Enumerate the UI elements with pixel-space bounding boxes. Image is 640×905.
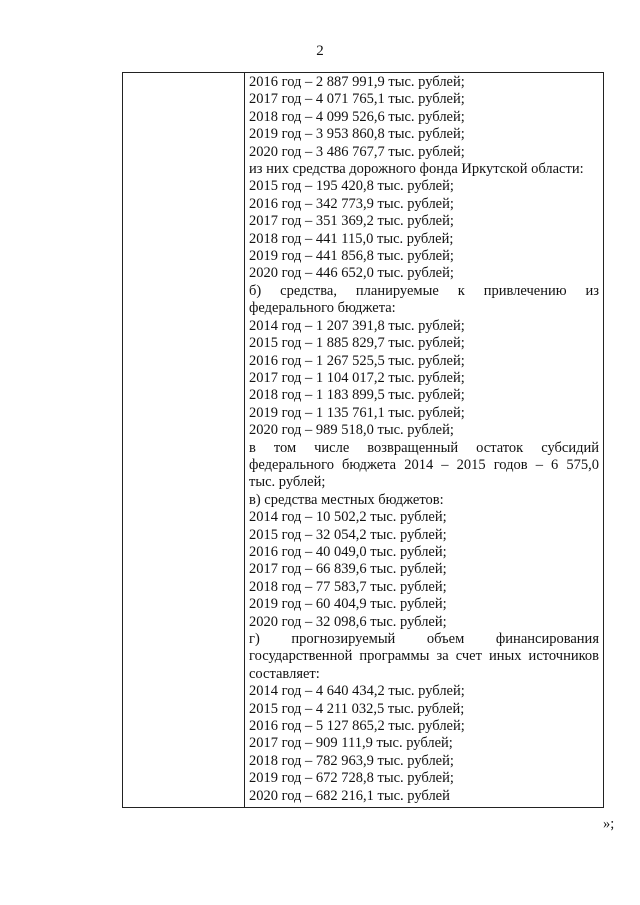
- text-line: 2018 год – 77 583,7 тыс. рублей;: [249, 578, 447, 595]
- text-line: 2014 год – 4 640 434,2 тыс. рублей;: [249, 683, 465, 700]
- text-line: 2019 год – 441 856,8 тыс. рублей;: [249, 248, 454, 265]
- text-line: 2017 год – 4 071 765,1 тыс. рублей;: [249, 91, 465, 108]
- text-line: 2018 год – 782 963,9 тыс. рублей;: [249, 752, 454, 769]
- text-line: 2015 год – 1 885 829,7 тыс. рублей;: [249, 335, 465, 352]
- text-line: 2015 год – 32 054,2 тыс. рублей;: [249, 526, 447, 543]
- table-cell-label: [123, 73, 245, 808]
- text-line: 2019 год – 3 953 860,8 тыс. рублей;: [249, 126, 465, 143]
- text-line: 2017 год – 66 839,6 тыс. рублей;: [249, 561, 447, 578]
- text-line: 2019 год – 1 135 761,1 тыс. рублей;: [249, 404, 465, 421]
- closing-quote-mark: »;: [603, 816, 615, 832]
- text-line: 2020 год – 989 518,0 тыс. рублей;: [249, 422, 454, 439]
- text-line: 2020 год – 3 486 767,7 тыс. рублей;: [249, 143, 465, 160]
- text-line: 2017 год – 909 111,9 тыс. рублей;: [249, 735, 453, 752]
- text-line: федерального бюджета:: [249, 300, 396, 317]
- funding-text: [245, 73, 603, 807]
- text-line: в) средства местных бюджетов:: [249, 491, 444, 508]
- text-line: тыс. рублей;: [249, 474, 326, 491]
- page-number: 2: [316, 43, 324, 59]
- text-line: 2020 год – 446 652,0 тыс. рублей;: [249, 265, 454, 282]
- text-line: 2017 год – 1 104 017,2 тыс. рублей;: [249, 369, 465, 386]
- text-line: 2018 год – 441 115,0 тыс. рублей;: [249, 230, 454, 247]
- funding-table: [122, 72, 604, 808]
- text-line: 2015 год – 4 211 032,5 тыс. рублей;: [249, 700, 465, 717]
- text-line: федерального бюджета 2014 – 2015 годов – 6 575,0: [249, 456, 599, 473]
- text-line: 2016 год – 5 127 865,2 тыс. рублей;: [249, 718, 465, 735]
- text-line: 2018 год – 4 099 526,6 тыс. рублей;: [249, 108, 465, 125]
- text-line: 2017 год – 351 369,2 тыс. рублей;: [249, 213, 454, 230]
- text-line: 2015 год – 195 420,8 тыс. рублей;: [249, 178, 454, 195]
- text-line: государственной программы за счет иных источников: [249, 648, 599, 665]
- text-line: из них средства дорожного фонда Иркутской области:: [249, 161, 584, 178]
- text-line: 2014 год – 10 502,2 тыс. рублей;: [249, 509, 447, 526]
- text-line: 2014 год – 1 207 391,8 тыс. рублей;: [249, 317, 465, 334]
- text-line: 2016 год – 342 773,9 тыс. рублей;: [249, 195, 454, 212]
- text-line: 2016 год – 1 267 525,5 тыс. рублей;: [249, 352, 465, 369]
- text-line: 2019 год – 60 404,9 тыс. рублей;: [249, 596, 447, 613]
- text-line: составляет:: [249, 665, 320, 682]
- text-line: г) прогнозируемый объем финансирования: [249, 631, 599, 647]
- text-line: 2020 год – 32 098,6 тыс. рублей;: [249, 613, 447, 630]
- table-cell-content: [245, 73, 604, 808]
- text-line: 2016 год – 40 049,0 тыс. рублей;: [249, 543, 447, 560]
- text-line: 2019 год – 672 728,8 тыс. рублей;: [249, 770, 454, 787]
- text-line: 2020 год – 682 216,1 тыс. рублей: [249, 787, 450, 804]
- text-line: б) средства, планируемые к привлечению из: [249, 282, 599, 299]
- text-line: 2018 год – 1 183 899,5 тыс. рублей;: [249, 387, 465, 404]
- text-line: в том числе возвращенный остаток субсидий: [249, 439, 599, 456]
- table-row: [123, 73, 604, 808]
- text-line: 2016 год – 2 887 991,9 тыс. рублей;: [249, 74, 465, 90]
